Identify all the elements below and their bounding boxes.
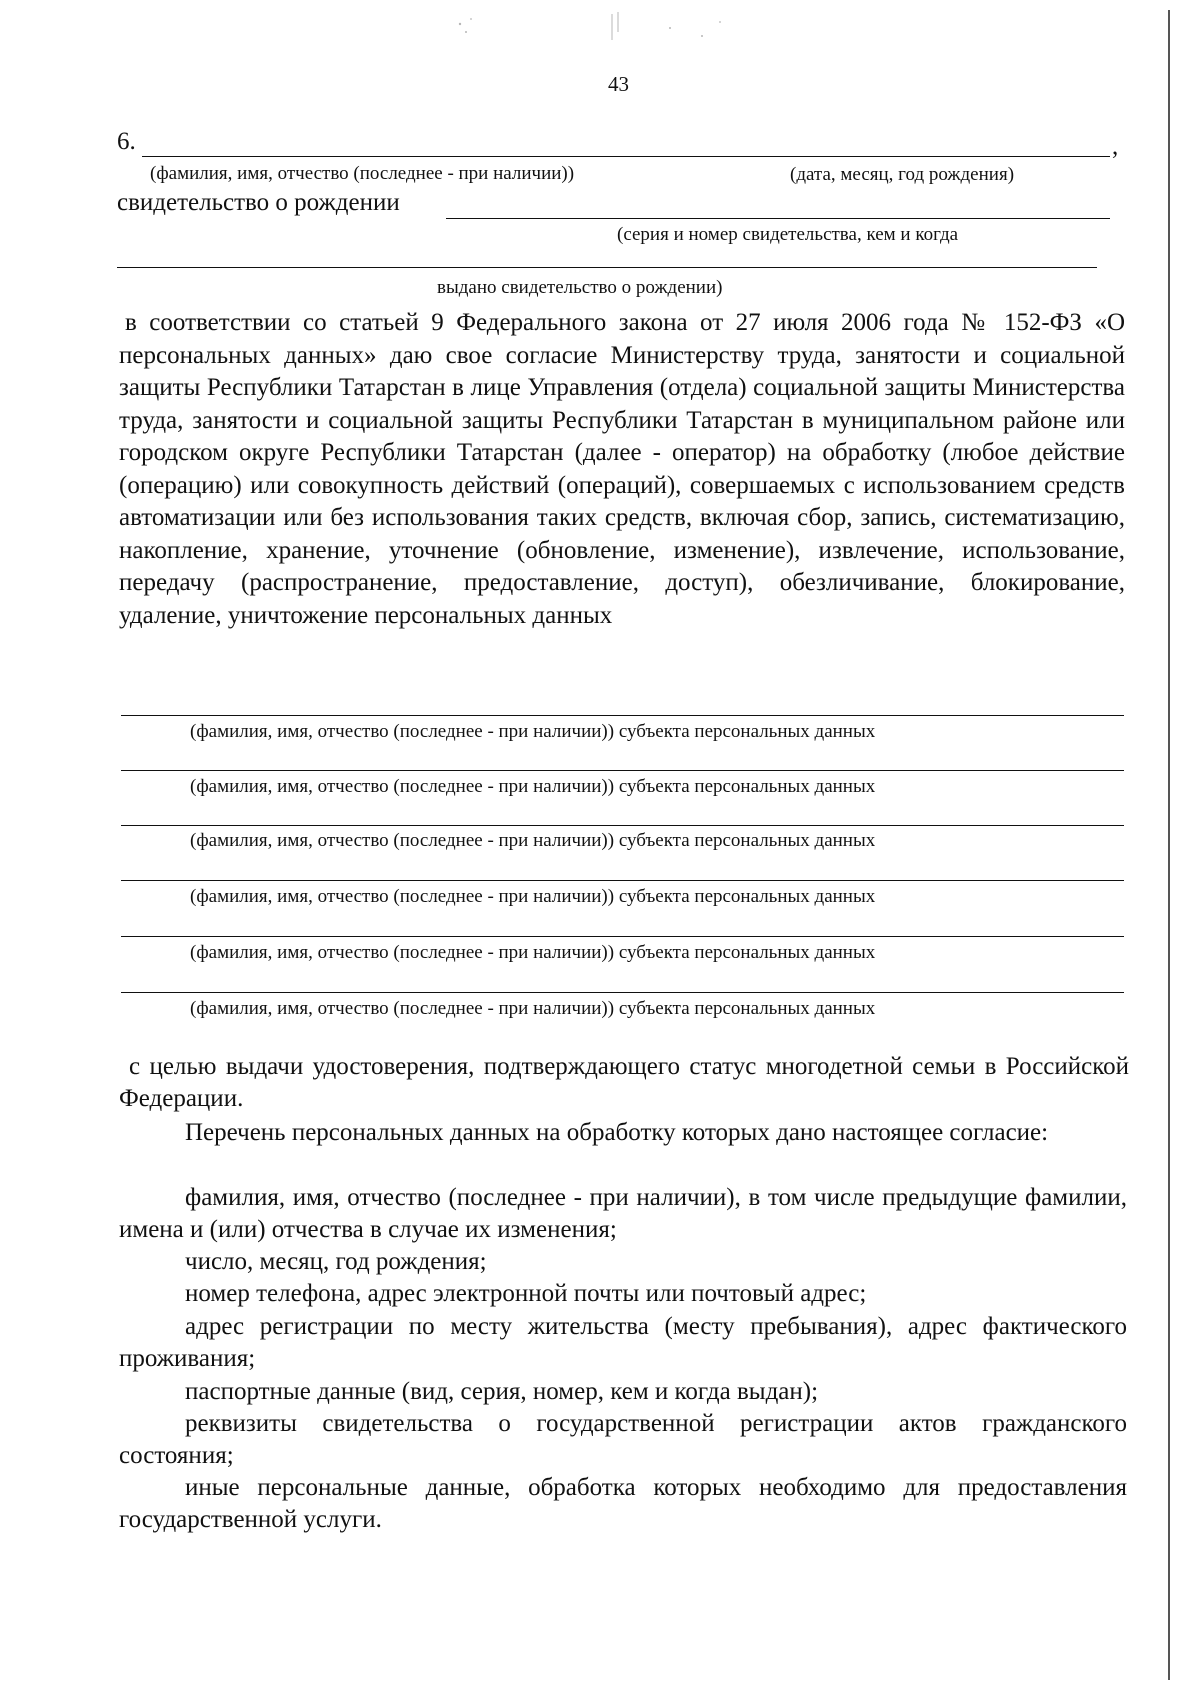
consent-text: в соответствии со статьей 9 Федерального закона от 27 июля 2006 года № 152-ФЗ «О персональных данных» даю свое согласие Министерству труда, занятости и социальной защиты Республики Татарстан в лице Управления (отдела) социальной защиты Министерства труда, занятости и социальной защиты Республики Татарстан в муниципальном районе или городском округе Республики Татарстан (далее - оператор) на обработку (любое действие (операцию) или совокупность действий (операций), совершаемых с использованием средств автоматизации или без использования таких средств, включая сбор, запись, систематизацию, накопление, хранение, уточнение (обновление, изменение), извлечение, использование, передачу (распространение, предоставление, доступ), обезличивание, блокирование, удаление, уничтожение персональных данных [119,309,1125,629]
cert-hint-1: (серия и номер свидетельства, кем и когда [617,224,959,245]
scan-artifact [440,10,770,60]
subject-line-2 [121,770,1124,771]
list-intro: Перечень персональных данных на обработку которых дано настоящее согласие: [185,1119,1049,1146]
list-item-4: адрес регистрации по месту жительства (месту пребывания), адрес фактического проживания; [119,1313,1127,1372]
list-item-6: реквизиты свидетельства о государственной регистрации актов гражданского состояния; [119,1410,1127,1469]
cert-hint-2: выдано свидетельство о рождении) [437,277,723,298]
consent-paragraph [119,307,1125,632]
list-item-1: фамилия, имя, отчество (последнее - при наличии), в том числе предыдущие фамилии, имена и (или) отчества в случае их изменения; [119,1184,1127,1243]
cert-issue-line [117,267,1097,268]
subject-line-3 [121,825,1124,826]
subject-line-1 [121,715,1124,716]
purpose-paragraph: с целью выдачи удостоверения, подтверждающего статус многодетной семьи в Российской Федерации. [119,1053,1129,1112]
item-number: 6. [117,128,136,155]
list-item-5: паспортные данные (вид, серия, номер, кем и когда выдан); [185,1378,819,1405]
subject-caption-5: (фамилия, имя, отчество (последнее - при наличии)) субъекта персональных данных [190,942,876,963]
list-item-3: номер телефона, адрес электронной почты или почтовый адрес; [185,1280,867,1307]
birth-cert-line [446,218,1110,219]
header-comma: , [1112,133,1119,160]
birth-cert-label: свидетельство о рождении [117,189,400,216]
subject-line-5 [121,936,1124,937]
subject-caption-2: (фамилия, имя, отчество (последнее - при наличии)) субъекта персональных данных [190,776,876,797]
list-item-2: число, месяц, год рождения; [185,1248,487,1275]
page-number: 43 [608,72,629,96]
fio-hint: (фамилия, имя, отчество (последнее - при наличии)) [150,163,575,184]
subject-line-6 [121,992,1124,993]
subject-caption-6: (фамилия, имя, отчество (последнее - при наличии)) субъекта персональных данных [190,998,876,1019]
subject-caption-3: (фамилия, имя, отчество (последнее - при наличии)) субъекта персональных данных [190,830,876,851]
scan-edge-line [1168,10,1170,1680]
subject-caption-4: (фамилия, имя, отчество (последнее - при наличии)) субъекта персональных данных [190,886,876,907]
dob-hint: (дата, месяц, год рождения) [790,164,1015,185]
fio-dob-line [142,156,1110,157]
subject-line-4 [121,880,1124,881]
subject-caption-1: (фамилия, имя, отчество (последнее - при наличии)) субъекта персональных данных [190,721,876,742]
list-item-7: иные персональные данные, обработка которых необходимо для предоставления государственной услуги. [119,1474,1127,1533]
